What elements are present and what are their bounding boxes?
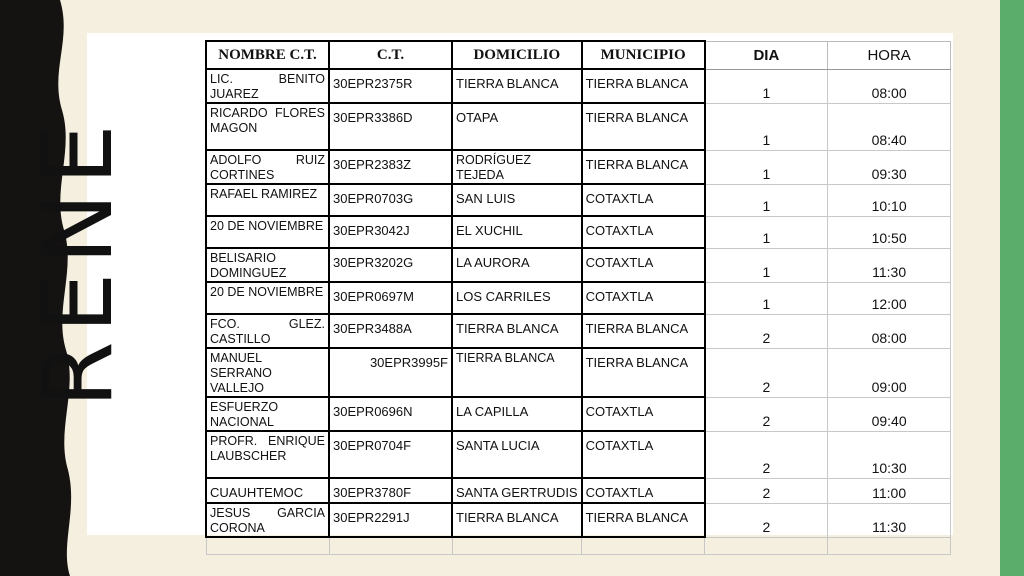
cell-nombre: JESUS GARCIA CORONA bbox=[206, 503, 329, 537]
empty-cell bbox=[329, 537, 452, 555]
cell-ct: 30EPR0703G bbox=[329, 184, 452, 216]
cell-nombre: 20 DE NOVIEMBRE bbox=[206, 216, 329, 248]
cell-dia: 1 bbox=[705, 103, 828, 150]
table-row bbox=[206, 69, 951, 103]
header-dia: DIA bbox=[705, 41, 828, 69]
cell-ct: 30EPR2383Z bbox=[329, 150, 452, 184]
cell-domicilio: SANTA GERTRUDIS bbox=[452, 478, 582, 503]
header-hora: HORA bbox=[828, 41, 951, 69]
table-row bbox=[206, 478, 951, 503]
header-domicilio: DOMICILIO bbox=[452, 41, 582, 69]
empty-cell bbox=[828, 537, 951, 555]
cell-nombre: CUAUHTEMOC bbox=[206, 478, 329, 503]
header-ct: C.T. bbox=[329, 41, 452, 69]
header-row bbox=[206, 41, 951, 69]
cell-domicilio: TIERRA BLANCA bbox=[452, 348, 582, 397]
cell-domicilio: LA CAPILLA bbox=[452, 397, 582, 431]
cell-nombre: 20 DE NOVIEMBRE bbox=[206, 282, 329, 314]
table-row bbox=[206, 503, 951, 537]
cell-hora: 09:00 bbox=[828, 348, 951, 397]
cell-hora: 10:30 bbox=[828, 431, 951, 478]
cell-municipio: COTAXTLA bbox=[582, 431, 705, 478]
cell-domicilio: RODRÍGUEZ TEJEDA bbox=[452, 150, 582, 184]
cell-hora: 11:30 bbox=[828, 248, 951, 282]
header-municipio: MUNICIPIO bbox=[582, 41, 705, 69]
cell-hora: 10:10 bbox=[828, 184, 951, 216]
cell-domicilio: TIERRA BLANCA bbox=[452, 69, 582, 103]
cell-ct: 30EPR3042J bbox=[329, 216, 452, 248]
cell-municipio: TIERRA BLANCA bbox=[582, 103, 705, 150]
cell-dia: 2 bbox=[705, 314, 828, 348]
cell-domicilio: TIERRA BLANCA bbox=[452, 503, 582, 537]
cell-domicilio: SAN LUIS bbox=[452, 184, 582, 216]
table-row bbox=[206, 397, 951, 431]
table-row bbox=[206, 282, 951, 314]
cell-dia: 1 bbox=[705, 184, 828, 216]
cell-dia: 2 bbox=[705, 431, 828, 478]
header-nombre: NOMBRE C.T. bbox=[206, 41, 329, 69]
cell-ct: 30EPR2375R bbox=[329, 69, 452, 103]
cell-ct: 30EPR3202G bbox=[329, 248, 452, 282]
cell-dia: 1 bbox=[705, 248, 828, 282]
table-row bbox=[206, 216, 951, 248]
cell-nombre: RICARDO FLORES MAGON bbox=[206, 103, 329, 150]
cell-domicilio: TIERRA BLANCA bbox=[452, 314, 582, 348]
cell-municipio: TIERRA BLANCA bbox=[582, 69, 705, 103]
cell-ct: 30EPR0697M bbox=[329, 282, 452, 314]
cell-hora: 09:30 bbox=[828, 150, 951, 184]
cell-municipio: TIERRA BLANCA bbox=[582, 348, 705, 397]
cell-nombre: BELISARIO DOMINGUEZ bbox=[206, 248, 329, 282]
cell-ct: 30EPR3386D bbox=[329, 103, 452, 150]
cell-nombre: LIC. BENITO JUAREZ bbox=[206, 69, 329, 103]
cell-hora: 11:30 bbox=[828, 503, 951, 537]
cell-municipio: TIERRA BLANCA bbox=[582, 314, 705, 348]
cell-nombre: RAFAEL RAMIREZ bbox=[206, 184, 329, 216]
table-row bbox=[206, 314, 951, 348]
cell-nombre: ESFUERZO NACIONAL bbox=[206, 397, 329, 431]
table-row-empty bbox=[206, 537, 951, 555]
cell-hora: 08:00 bbox=[828, 69, 951, 103]
cell-municipio: COTAXTLA bbox=[582, 478, 705, 503]
cell-hora: 12:00 bbox=[828, 282, 951, 314]
cell-ct: 30EPR0696N bbox=[329, 397, 452, 431]
cell-domicilio: SANTA LUCIA bbox=[452, 431, 582, 478]
cell-domicilio: OTAPA bbox=[452, 103, 582, 150]
cell-domicilio: LA AURORA bbox=[452, 248, 582, 282]
cell-municipio: COTAXTLA bbox=[582, 216, 705, 248]
accent-bar bbox=[1000, 0, 1024, 576]
cell-ct: 30EPR3995F bbox=[329, 348, 452, 397]
cell-domicilio: EL XUCHIL bbox=[452, 216, 582, 248]
cell-nombre: PROFR. ENRIQUE LAUBSCHER bbox=[206, 431, 329, 478]
slide-title: RENE bbox=[22, 116, 134, 408]
cell-dia: 2 bbox=[705, 503, 828, 537]
cell-domicilio: LOS CARRILES bbox=[452, 282, 582, 314]
cell-dia: 2 bbox=[705, 348, 828, 397]
cell-dia: 1 bbox=[705, 150, 828, 184]
cell-municipio: COTAXTLA bbox=[582, 282, 705, 314]
cell-dia: 2 bbox=[705, 478, 828, 503]
cell-municipio: TIERRA BLANCA bbox=[582, 503, 705, 537]
cell-hora: 10:50 bbox=[828, 216, 951, 248]
cell-dia: 1 bbox=[705, 282, 828, 314]
empty-cell bbox=[206, 537, 329, 555]
table-row bbox=[206, 348, 951, 397]
cell-ct: 30EPR2291J bbox=[329, 503, 452, 537]
table-row bbox=[206, 184, 951, 216]
table-row bbox=[206, 248, 951, 282]
cell-ct: 30EPR3488A bbox=[329, 314, 452, 348]
cell-municipio: TIERRA BLANCA bbox=[582, 150, 705, 184]
cell-nombre: MANUEL SERRANO VALLEJO bbox=[206, 348, 329, 397]
cell-hora: 08:40 bbox=[828, 103, 951, 150]
cell-municipio: COTAXTLA bbox=[582, 397, 705, 431]
schedule-table bbox=[205, 40, 951, 555]
cell-ct: 30EPR3780F bbox=[329, 478, 452, 503]
empty-cell bbox=[452, 537, 582, 555]
cell-hora: 08:00 bbox=[828, 314, 951, 348]
cell-hora: 09:40 bbox=[828, 397, 951, 431]
cell-municipio: COTAXTLA bbox=[582, 184, 705, 216]
cell-municipio: COTAXTLA bbox=[582, 248, 705, 282]
table-row bbox=[206, 150, 951, 184]
cell-dia: 2 bbox=[705, 397, 828, 431]
empty-cell bbox=[582, 537, 705, 555]
cell-dia: 1 bbox=[705, 216, 828, 248]
cell-nombre: ADOLFO RUIZ CORTINES bbox=[206, 150, 329, 184]
table-row bbox=[206, 431, 951, 478]
cell-ct: 30EPR0704F bbox=[329, 431, 452, 478]
empty-cell bbox=[705, 537, 828, 555]
cell-hora: 11:00 bbox=[828, 478, 951, 503]
cell-dia: 1 bbox=[705, 69, 828, 103]
table-row bbox=[206, 103, 951, 150]
cell-nombre: FCO. GLEZ. CASTILLO bbox=[206, 314, 329, 348]
